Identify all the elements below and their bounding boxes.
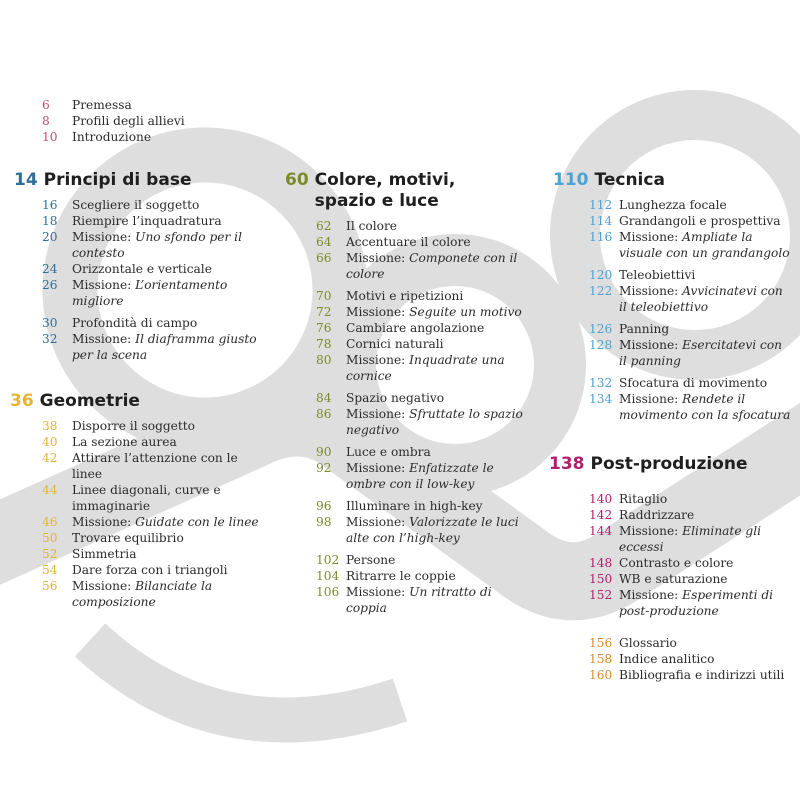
toc-entry	[589, 197, 793, 213]
entry-title-text: Premessa	[72, 98, 132, 112]
entry-title-text: Missione:	[72, 278, 136, 292]
entry-title-italic: Ampliate la visuale con un grandangolo	[619, 230, 790, 260]
entry-title-italic: Guidate con le linee	[135, 515, 259, 529]
entry-title-italic: Rendete il movimento con la sfocatura	[619, 392, 791, 422]
toc-entry	[589, 391, 793, 423]
page-number: 16	[42, 198, 58, 212]
toc-entry	[42, 277, 264, 309]
page-number: 148	[589, 556, 613, 570]
toc-entry	[42, 578, 260, 610]
entry-title-text: Missione:	[72, 579, 136, 593]
page-number: 144	[589, 524, 613, 538]
toc-entry	[316, 552, 530, 568]
entry-title-text: Missione:	[346, 353, 410, 367]
entry-title-italic: Valorizzate le luci alte con l’high-key	[346, 515, 519, 545]
page-number: 84	[316, 391, 332, 405]
entry-title-text: Missione:	[346, 515, 410, 529]
entry-title-italic: Inquadrate una cornice	[346, 353, 505, 383]
page-number: 30	[42, 316, 58, 330]
toc-entry	[316, 352, 530, 384]
page-number: 132	[589, 376, 613, 390]
page-number: 42	[42, 451, 58, 465]
entry-title-text: Missione:	[72, 515, 136, 529]
page-number: 52	[42, 547, 58, 561]
entry-title	[346, 460, 530, 492]
toc-entry	[42, 129, 262, 145]
toc-section-geometrie	[10, 391, 260, 610]
page-number: 54	[42, 563, 58, 577]
page-number: 150	[589, 572, 613, 586]
toc-entry	[316, 218, 530, 234]
toc-entry	[589, 587, 794, 619]
page-number: 8	[42, 114, 50, 128]
toc-entry	[42, 482, 260, 514]
toc-entry	[316, 320, 530, 336]
page-number: 18	[42, 214, 58, 228]
entry-list	[589, 635, 794, 683]
page-number: 126	[589, 322, 613, 336]
toc-section-principi	[14, 170, 264, 363]
toc-entry	[589, 523, 794, 555]
toc-entry	[316, 444, 530, 460]
entry-title-text: Riempire l’inquadratura	[72, 214, 222, 228]
toc-entry	[316, 498, 530, 514]
entry-title	[619, 375, 793, 391]
toc-entry	[589, 555, 794, 571]
toc-intro	[42, 97, 262, 145]
toc-entry	[42, 331, 264, 363]
entry-title-text: Missione:	[619, 284, 683, 298]
entry-title	[346, 444, 530, 460]
entry-title-text: Linee diagonali, curve e immaginarie	[72, 483, 221, 513]
toc-section-colore	[285, 170, 530, 616]
entry-title	[346, 234, 530, 250]
toc-entry	[42, 418, 260, 434]
toc-entry	[316, 234, 530, 250]
page-number: 50	[42, 531, 58, 545]
entry-title	[72, 546, 260, 562]
entry-title	[619, 267, 793, 283]
entry-title	[619, 391, 793, 423]
toc-entry	[316, 460, 530, 492]
entry-title	[346, 498, 530, 514]
page-number: 26	[42, 278, 58, 292]
entry-title	[619, 283, 793, 315]
entry-title-text: Spazio negativo	[346, 391, 445, 405]
toc-entry	[316, 568, 530, 584]
entry-title-text: Missione:	[346, 305, 410, 319]
page-number: 140	[589, 492, 613, 506]
entry-title	[72, 277, 264, 309]
entry-title-text: Disporre il soggetto	[72, 419, 196, 433]
section-number: 138	[549, 454, 585, 474]
section-heading	[553, 170, 793, 191]
entry-title	[346, 320, 530, 336]
toc-entry	[42, 546, 260, 562]
entry-title-text: La sezione aurea	[72, 435, 177, 449]
page-number: 116	[589, 230, 613, 244]
page-number: 98	[316, 515, 332, 529]
entry-title-text: Missione:	[346, 407, 410, 421]
entry-title-italic: Il diaframma giusto per la scena	[72, 332, 257, 362]
toc-entry	[42, 113, 262, 129]
page-number: 92	[316, 461, 332, 475]
page-number: 90	[316, 445, 332, 459]
entry-title-text: Simmetria	[72, 547, 137, 561]
entry-title	[346, 406, 530, 438]
entry-title-italic: Bilanciate la composizione	[72, 579, 213, 609]
page-number: 56	[42, 579, 58, 593]
entry-title	[346, 514, 530, 546]
entry-title-text: Missione:	[346, 585, 410, 599]
entry-title	[346, 288, 530, 304]
toc-entry	[316, 406, 530, 438]
entry-title	[346, 352, 530, 384]
page-number: 40	[42, 435, 58, 449]
entry-title	[619, 523, 794, 555]
entry-title	[619, 213, 793, 229]
page-number: 106	[316, 585, 340, 599]
page-number: 152	[589, 588, 613, 602]
page-number: 64	[316, 235, 332, 249]
toc-entry	[42, 213, 264, 229]
bg-arc-bottom	[90, 640, 400, 720]
entry-title-italic: Un ritratto di coppia	[346, 585, 492, 615]
section-heading	[285, 170, 530, 212]
page-number: 62	[316, 219, 332, 233]
entry-title	[72, 229, 264, 261]
entry-title-italic: Enfatizzate le ombre con il low-key	[346, 461, 494, 491]
entry-title-text: Missione:	[619, 392, 683, 406]
toc-entry	[316, 514, 530, 546]
entry-title-text: Missione:	[619, 338, 683, 352]
entry-title	[72, 450, 260, 482]
entry-title-text: Ritrarre le coppie	[346, 569, 456, 583]
entry-title-italic: Avvicinatevi con il teleobiettivo	[619, 284, 783, 314]
entry-title-text: Grandangoli e prospettiva	[619, 214, 781, 228]
section-number: 60	[285, 170, 309, 190]
page-number: 76	[316, 321, 332, 335]
page-number: 160	[589, 668, 613, 682]
entry-title	[346, 304, 530, 320]
toc-entry	[42, 261, 264, 277]
entry-list	[589, 197, 793, 423]
toc-entry	[589, 267, 793, 283]
page-number: 102	[316, 553, 340, 567]
toc-entry	[589, 491, 794, 507]
entry-title-italic: Esperimenti di post-produzione	[619, 588, 774, 618]
entry-title-italic: L’orientamento migliore	[72, 278, 228, 308]
toc-entry	[316, 288, 530, 304]
page-number: 72	[316, 305, 332, 319]
section-heading	[10, 391, 260, 412]
entry-title-text: Missione:	[346, 251, 410, 265]
toc-entry	[316, 336, 530, 352]
entry-title	[72, 197, 264, 213]
entry-title-text: Contrasto e colore	[619, 556, 734, 570]
entry-title-text: Bibliografia e indirizzi utili	[619, 668, 785, 682]
entry-title-text: Teleobiettivi	[619, 268, 696, 282]
entry-title	[619, 507, 794, 523]
entry-title-text: Persone	[346, 553, 396, 567]
entry-title-text: Lunghezza focale	[619, 198, 727, 212]
toc-entry	[316, 390, 530, 406]
page-number: 158	[589, 652, 613, 666]
entry-title-text: Luce e ombra	[346, 445, 431, 459]
page-number: 114	[589, 214, 613, 228]
page-number: 80	[316, 353, 332, 367]
entry-list	[42, 197, 264, 363]
toc-entry	[589, 213, 793, 229]
entry-title-text: Missione:	[619, 230, 683, 244]
toc-entry	[589, 667, 794, 683]
toc-entry	[42, 450, 260, 482]
page-number: 128	[589, 338, 613, 352]
toc-section-tecnica	[553, 170, 793, 423]
entry-title-text: Accentuare il colore	[346, 235, 471, 249]
entry-title	[72, 578, 260, 610]
entry-title-italic: Componete con il colore	[346, 251, 518, 281]
toc-entry	[589, 571, 794, 587]
entry-title-text: Indice analitico	[619, 652, 715, 666]
entry-title	[619, 197, 793, 213]
page-number: 156	[589, 636, 613, 650]
entry-title	[619, 321, 793, 337]
page-number: 38	[42, 419, 58, 433]
entry-title	[619, 635, 794, 651]
entry-title-text: Trovare equilibrio	[72, 531, 184, 545]
entry-title	[72, 97, 262, 113]
toc-entry	[589, 507, 794, 523]
entry-title	[346, 552, 530, 568]
entry-title-italic: Sfruttate lo spazio negativo	[346, 407, 523, 437]
toc-entry	[589, 229, 793, 261]
entry-title-text: Introduzione	[72, 130, 152, 144]
entry-title-text: Raddrizzare	[619, 508, 695, 522]
toc-entry	[589, 321, 793, 337]
entry-title	[72, 418, 260, 434]
entry-title	[72, 514, 260, 530]
section-number: 110	[553, 170, 589, 190]
page-number: 20	[42, 230, 58, 244]
entry-title-text: Panning	[619, 322, 670, 336]
page-number: 120	[589, 268, 613, 282]
entry-title	[72, 482, 260, 514]
section-title: Geometrie	[39, 391, 140, 411]
toc-appendix	[589, 635, 794, 683]
section-title: Colore, motivi, spazio e luce	[314, 170, 456, 211]
toc-entry	[42, 315, 264, 331]
toc-entry	[42, 197, 264, 213]
entry-title	[619, 229, 793, 261]
entry-title-italic: Esercitatevi con il panning	[619, 338, 783, 368]
section-title: Tecnica	[594, 170, 665, 190]
page-number: 32	[42, 332, 58, 346]
page-number: 66	[316, 251, 332, 265]
page-number: 78	[316, 337, 332, 351]
entry-title-text: Dare forza con i triangoli	[72, 563, 228, 577]
toc-entry	[316, 304, 530, 320]
toc-entry	[42, 434, 260, 450]
page-number: 86	[316, 407, 332, 421]
entry-title	[619, 337, 793, 369]
entry-title-text: Profili degli allievi	[72, 114, 185, 128]
toc-entry	[589, 651, 794, 667]
entry-title	[619, 555, 794, 571]
entry-title	[346, 250, 530, 282]
page-number: 104	[316, 569, 340, 583]
entry-title	[346, 584, 530, 616]
entry-title	[346, 218, 530, 234]
entry-title-text: WB e saturazione	[619, 572, 728, 586]
toc-entry	[42, 97, 262, 113]
entry-title-text: Missione:	[619, 588, 683, 602]
entry-title-italic: Seguite un motivo	[409, 305, 522, 319]
entry-title	[346, 336, 530, 352]
entry-list	[589, 491, 794, 619]
entry-title	[619, 587, 794, 619]
entry-title-text: Cornici naturali	[346, 337, 444, 351]
entry-title	[72, 434, 260, 450]
toc-entry	[589, 283, 793, 315]
entry-title-text: Illuminare in high-key	[346, 499, 483, 513]
entry-title	[72, 562, 260, 578]
section-number: 14	[14, 170, 38, 190]
page-number: 10	[42, 130, 58, 144]
section-number: 36	[10, 391, 34, 411]
page-number: 46	[42, 515, 58, 529]
entry-title-text: Glossario	[619, 636, 677, 650]
entry-title-text: Sfocatura di movimento	[619, 376, 768, 390]
page-number: 142	[589, 508, 613, 522]
entry-title-text: Attirare l’attenzione con le linee	[72, 451, 238, 481]
entry-title	[72, 213, 264, 229]
entry-list	[316, 218, 530, 616]
toc-entry	[42, 562, 260, 578]
toc-section-post	[549, 454, 794, 619]
entry-title-italic: Eliminate gli eccessi	[619, 524, 762, 554]
entry-title	[72, 331, 264, 363]
section-heading	[549, 454, 794, 475]
toc-entry	[42, 229, 264, 261]
page-number: 112	[589, 198, 613, 212]
entry-title-text: Scegliere il soggetto	[72, 198, 200, 212]
entry-title	[72, 129, 262, 145]
page-number: 44	[42, 483, 58, 497]
section-title: Post-produzione	[590, 454, 748, 474]
page-number: 70	[316, 289, 332, 303]
entry-title-text: Cambiare angolazione	[346, 321, 485, 335]
entry-title	[619, 651, 794, 667]
page-number: 122	[589, 284, 613, 298]
entry-title	[346, 390, 530, 406]
entry-title-text: Profondità di campo	[72, 316, 198, 330]
toc-entry	[42, 530, 260, 546]
page-number: 24	[42, 262, 58, 276]
toc-entry	[316, 584, 530, 616]
entry-title	[72, 113, 262, 129]
entry-title	[346, 568, 530, 584]
entry-list	[42, 97, 262, 145]
section-title: Principi di base	[43, 170, 192, 190]
entry-title	[619, 667, 794, 683]
entry-title-text: Missione:	[619, 524, 683, 538]
page-number: 96	[316, 499, 332, 513]
entry-title	[72, 530, 260, 546]
toc-entry	[589, 337, 793, 369]
entry-title-text: Orizzontale e verticale	[72, 262, 212, 276]
entry-title-text: Il colore	[346, 219, 398, 233]
entry-title-text: Motivi e ripetizioni	[346, 289, 464, 303]
entry-title	[619, 491, 794, 507]
section-heading	[14, 170, 264, 191]
toc-entry	[589, 375, 793, 391]
entry-title-text: Ritaglio	[619, 492, 668, 506]
entry-title-text: Missione:	[346, 461, 410, 475]
entry-title	[619, 571, 794, 587]
entry-title	[72, 261, 264, 277]
entry-title	[72, 315, 264, 331]
toc-entry	[589, 635, 794, 651]
toc-entry	[42, 514, 260, 530]
page-number: 6	[42, 98, 50, 112]
toc-entry	[316, 250, 530, 282]
entry-title-text: Missione:	[72, 230, 136, 244]
entry-list	[42, 418, 260, 610]
entry-title-text: Missione:	[72, 332, 136, 346]
entry-title-italic: Uno sfondo per il contesto	[72, 230, 242, 260]
page-number: 134	[589, 392, 613, 406]
